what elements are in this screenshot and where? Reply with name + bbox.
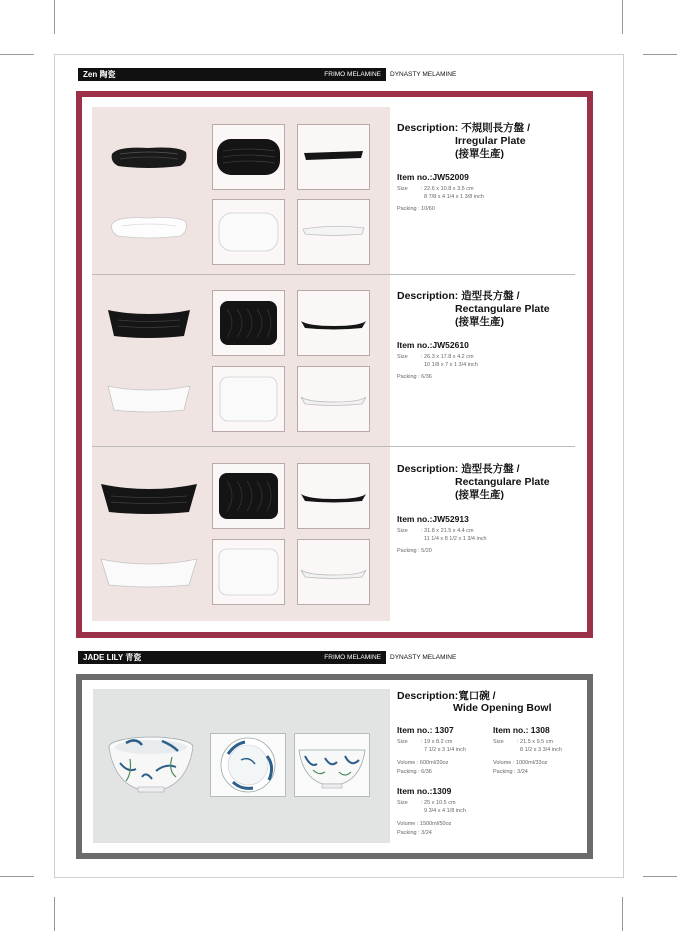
product-description: [397, 463, 520, 476]
description-cn: 造型長方盤 /: [461, 463, 520, 475]
description-note: (接單生產): [455, 148, 504, 160]
item-number: [397, 172, 469, 182]
description-cn: 寬口碗 /: [458, 690, 496, 702]
bowl-side-image: [106, 733, 196, 795]
white-large-rectangular-plate-image: [99, 551, 199, 593]
size-inch: 8 7/8 x 4 1/4 x 1 3/8 inch: [424, 194, 484, 200]
description-en: Wide Opening Bowl: [453, 702, 552, 714]
crop-mark: [643, 54, 677, 55]
description-cn: 造型長方盤 /: [461, 290, 520, 302]
size-spec: [397, 799, 466, 837]
size-inch: 10 1/8 x 7 x 1 3/4 inch: [424, 362, 478, 368]
description-en: Rectangulare Plate: [455, 476, 550, 488]
crop-mark: [0, 54, 34, 55]
section-divider: [92, 446, 575, 447]
volume: Volume : 600ml/20oz: [397, 760, 449, 766]
white-rectangular-plate-image: [106, 378, 192, 418]
crop-mark: [54, 897, 55, 931]
size-spec: [397, 185, 484, 213]
crop-mark: [622, 0, 623, 34]
description-label: Description:: [397, 690, 459, 702]
product-thumbnail: [297, 199, 370, 265]
product-thumbnail: [297, 124, 370, 190]
item-number: [397, 514, 469, 524]
zen-header: [78, 68, 590, 81]
white-irregular-plate-image: [108, 212, 190, 242]
item-code: JW52009: [432, 172, 469, 182]
size-cm: : 25 x 10.5 cm: [421, 800, 456, 806]
item-code: 1309: [432, 786, 452, 796]
line-label: DYNASTY MELAMINE: [390, 654, 457, 661]
item-number: [397, 725, 454, 735]
description-label: Description:: [397, 122, 459, 134]
packing: Packing : 3/24: [493, 769, 528, 775]
size-inch: 8 1/2 x 3 3/4 inch: [520, 747, 562, 753]
description-label: Description:: [397, 463, 459, 475]
size-cm: : 19 x 8.2 cm: [421, 739, 453, 745]
description-en: Irregular Plate: [455, 135, 526, 147]
brand-label: FRIMO MELAMINE: [223, 651, 386, 664]
product-thumbnail: [294, 733, 370, 797]
product-thumbnail: [210, 733, 286, 797]
packing: Packing : 3/24: [397, 830, 432, 836]
crop-mark: [622, 897, 623, 931]
item-code: 1308: [530, 725, 550, 735]
item-no-label: Item no.:: [397, 340, 433, 350]
description-en: Rectangulare Plate: [455, 303, 550, 315]
size-cm: : 21.5 x 9.5 cm: [517, 739, 554, 745]
product-thumbnail: [212, 366, 285, 432]
packing: Packing : 6/36: [397, 769, 432, 775]
black-rectangular-plate-image: [106, 300, 192, 344]
series-title: Zen 陶瓷: [78, 68, 223, 81]
size-spec: [397, 738, 466, 776]
size-label: Size: [493, 739, 504, 745]
item-code: JW52610: [432, 340, 469, 350]
item-code: JW52913: [432, 514, 469, 524]
item-number: [397, 340, 469, 350]
size-inch: 11 1/4 x 8 1/2 x 1 3/4 inch: [424, 536, 487, 542]
product-thumbnail: [297, 539, 370, 605]
item-no-label: Item no.:: [397, 725, 433, 735]
description-note: (接單生產): [455, 489, 504, 501]
item-no-label: Item no.:: [397, 514, 433, 524]
product-thumbnail: [212, 124, 285, 190]
description-note: (接單生產): [455, 316, 504, 328]
packing: Packing : 10/60: [397, 206, 435, 212]
size-spec: [397, 353, 478, 381]
volume: Volume : 1000ml/33oz: [493, 760, 548, 766]
product-description: [397, 290, 520, 303]
product-thumbnail: [212, 199, 285, 265]
size-label: Size: [397, 800, 408, 806]
size-label: Size: [397, 528, 408, 534]
volume: Volume : 1500ml/50oz: [397, 821, 452, 827]
product-thumbnail: [212, 539, 285, 605]
brand-label: FRIMO MELAMINE: [223, 68, 386, 81]
item-number: [397, 786, 451, 796]
size-label: Size: [397, 354, 408, 360]
size-inch: 7 1/2 x 3 1/4 inch: [424, 747, 466, 753]
size-inch: 9 3/4 x 4 1/8 inch: [424, 808, 466, 814]
product-thumbnail: [212, 463, 285, 529]
product-thumbnail: [297, 463, 370, 529]
crop-mark: [643, 876, 677, 877]
size-cm: : 31.8 x 21.5 x 4.4 cm: [421, 528, 474, 534]
product-thumbnail: [297, 290, 370, 356]
section-divider: [92, 274, 575, 275]
crop-mark: [54, 0, 55, 34]
description-label: Description:: [397, 290, 459, 302]
item-no-label: Item no.:: [493, 725, 529, 735]
size-label: Size: [397, 186, 408, 192]
series-title: JADE LILY 青瓷: [78, 651, 223, 664]
description-cn: 不規則長方盤 /: [461, 122, 531, 134]
item-no-label: Item no.:: [397, 786, 433, 796]
size-spec: [493, 738, 562, 776]
item-no-label: Item no.:: [397, 172, 433, 182]
packing: Packing : 6/36: [397, 374, 432, 380]
product-description: [397, 122, 530, 135]
size-cm: : 26.3 x 17.8 x 4.2 cm: [421, 354, 474, 360]
size-spec: [397, 527, 487, 555]
packing: Packing : 5/20: [397, 548, 432, 554]
line-label: DYNASTY MELAMINE: [390, 71, 457, 78]
item-code: 1307: [434, 725, 454, 735]
black-large-rectangular-plate-image: [99, 474, 199, 520]
size-cm: : 22.6 x 10.8 x 3.5 cm: [421, 186, 474, 192]
jade-header: [78, 651, 590, 664]
size-label: Size: [397, 739, 408, 745]
product-thumbnail: [297, 366, 370, 432]
product-thumbnail: [212, 290, 285, 356]
item-number: [493, 725, 550, 735]
crop-mark: [0, 876, 34, 877]
black-irregular-plate-image: [108, 140, 190, 174]
